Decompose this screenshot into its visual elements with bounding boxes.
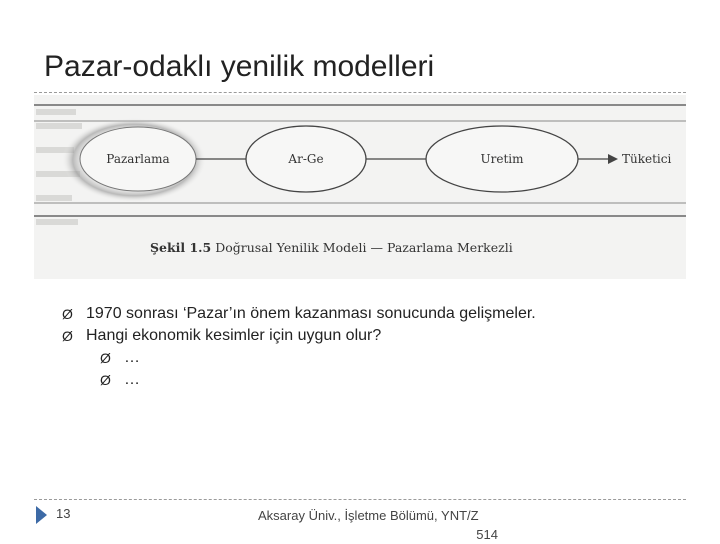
bullet-text: 1970 sonrası ‘Pazar’ın önem kazanması sonucunda gelişmeler. xyxy=(86,305,536,322)
arrowhead-icon xyxy=(608,154,618,164)
figure-caption xyxy=(150,240,513,255)
node-arge-label: Ar-Ge xyxy=(288,152,324,166)
slide-title: Pazar-odaklı yenilik modelleri xyxy=(44,50,435,83)
figure-caption-text: Doğrusal Yenilik Modeli — Pazarlama Merkezli xyxy=(215,240,513,255)
bullet-arrow-icon: Ø xyxy=(62,328,73,344)
bullet-list xyxy=(62,303,536,391)
node-uretim-label: Uretim xyxy=(480,152,524,166)
footer-source xyxy=(258,506,498,544)
figure-caption-prefix: Şekil 1.5 xyxy=(150,240,212,255)
footer-source-line2: 514 xyxy=(476,527,498,542)
page-marker-icon xyxy=(36,506,47,524)
sub-bullet-text: … xyxy=(124,371,140,388)
sub-bullet-item xyxy=(100,347,536,369)
footer-source-line1: Aksaray Üniv., İşletme Bölümü, YNT/Z xyxy=(258,508,479,523)
sub-bullet-item xyxy=(100,369,536,391)
bullet-item xyxy=(62,303,536,325)
bullet-arrow-icon: Ø xyxy=(100,350,111,366)
footer-divider xyxy=(34,499,686,500)
node-pazarlama-label: Pazarlama xyxy=(106,152,170,166)
bullet-arrow-icon: Ø xyxy=(100,372,111,388)
end-node-tuketici-label: Tüketici xyxy=(622,152,672,166)
sub-bullet-text: … xyxy=(124,349,140,366)
page-number: 13 xyxy=(56,506,71,521)
title-divider xyxy=(34,92,686,93)
bullet-item xyxy=(62,325,536,347)
bullet-text: Hangi ekonomik kesimler için uygun olur? xyxy=(86,327,382,344)
bullet-arrow-icon: Ø xyxy=(62,306,73,322)
